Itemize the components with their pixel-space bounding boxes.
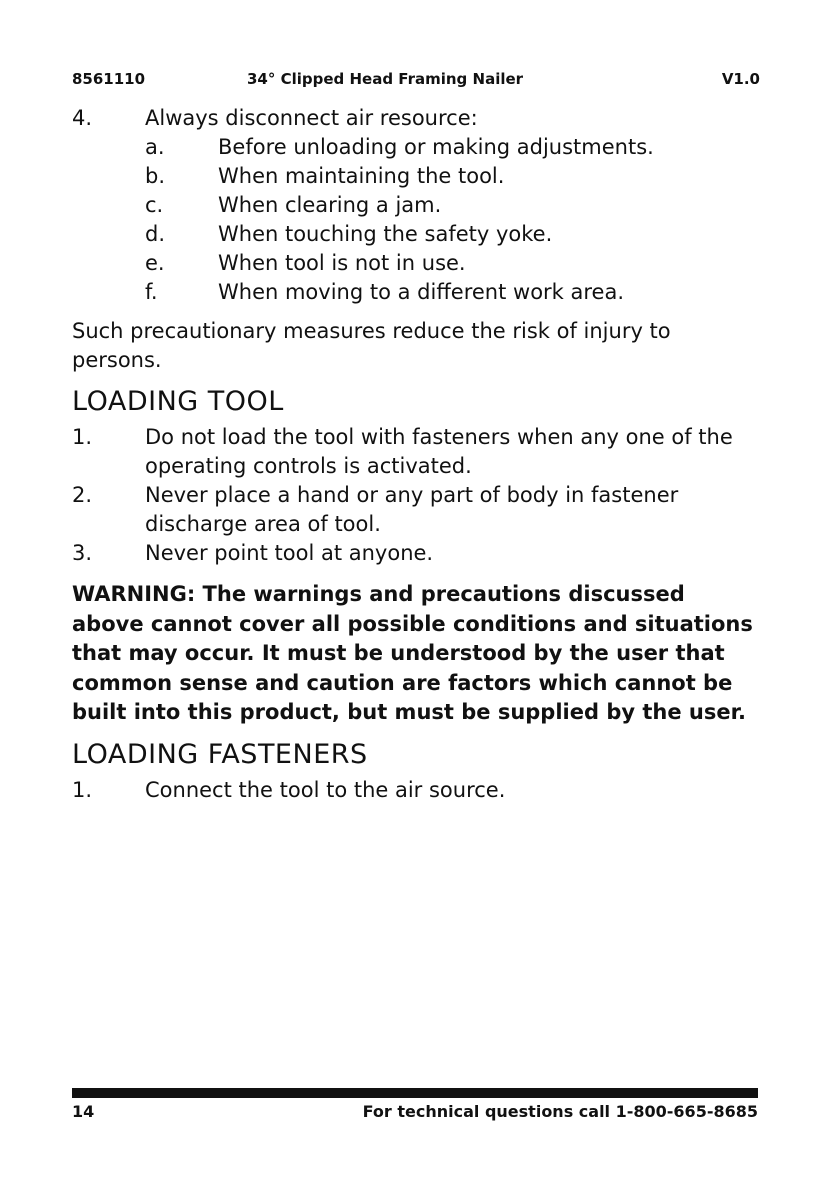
list-number: 3. — [72, 541, 93, 565]
sub-item-d — [72, 220, 760, 249]
footer-rule — [72, 1088, 758, 1098]
list-item-3 — [72, 539, 760, 568]
warning-block: WARNING: The warnings and precautions discussed above cannot cover all possible conditions and situations that may occur. It must be understood by the user that common sense and caution are factors which cannot be built into this product, but must be supplied by the user. — [72, 582, 753, 724]
sub-item-c — [72, 191, 760, 220]
section-heading-loading-tool: LOADING TOOL — [72, 386, 284, 417]
list-text: Always disconnect air resource: — [145, 106, 478, 130]
list-text: Do not load the tool with fasteners when any one of the operating controls is activated. — [145, 425, 733, 478]
sub-item-e — [72, 249, 760, 278]
sub-item-f — [72, 278, 760, 307]
product-code: 8561110 — [72, 70, 146, 88]
sub-item-a — [72, 133, 760, 162]
list-number: 2. — [72, 483, 93, 507]
page-body — [72, 104, 760, 805]
list-item-2 — [72, 481, 760, 539]
list-number: 1. — [72, 777, 93, 802]
section-heading-loading-fasteners: LOADING FASTENERS — [72, 738, 368, 770]
technical-support-line: For technical questions call 1-800-665-8685 — [362, 1102, 758, 1121]
sub-letter: c. — [145, 193, 164, 217]
sub-text: When maintaining the tool. — [218, 164, 505, 188]
list-item-1 — [72, 423, 760, 481]
page-number: 14 — [72, 1102, 95, 1121]
sub-letter: a. — [145, 135, 165, 159]
sub-text: When moving to a different work area. — [218, 280, 625, 304]
product-title: 34° Clipped Head Framing Nailer — [247, 70, 524, 88]
sub-letter: e. — [145, 251, 165, 275]
document-version: V1.0 — [721, 70, 760, 88]
manual-page — [72, 0, 760, 1191]
list-text: Connect the tool to the air source. — [145, 777, 506, 802]
page-footer — [72, 1102, 758, 1124]
sub-text: When touching the safety yoke. — [218, 222, 553, 246]
list-item-1 — [72, 776, 760, 805]
sub-item-b — [72, 162, 760, 191]
page-header — [72, 70, 760, 92]
list-number: 4. — [72, 106, 93, 130]
sub-letter: b. — [145, 164, 166, 188]
sub-letter: d. — [145, 222, 166, 246]
precaution-paragraph: Such precautionary measures reduce the risk of injury to persons. — [72, 319, 671, 372]
list-text: Never point tool at anyone. — [145, 541, 434, 565]
list-item-4 — [72, 104, 760, 133]
sub-text: When tool is not in use. — [218, 251, 466, 275]
list-text: Never place a hand or any part of body in fastener discharge area of tool. — [145, 483, 679, 536]
list-number: 1. — [72, 425, 93, 449]
sub-text: When clearing a jam. — [218, 193, 442, 217]
sub-text: Before unloading or making adjustments. — [218, 135, 654, 159]
sub-letter: f. — [145, 280, 158, 304]
